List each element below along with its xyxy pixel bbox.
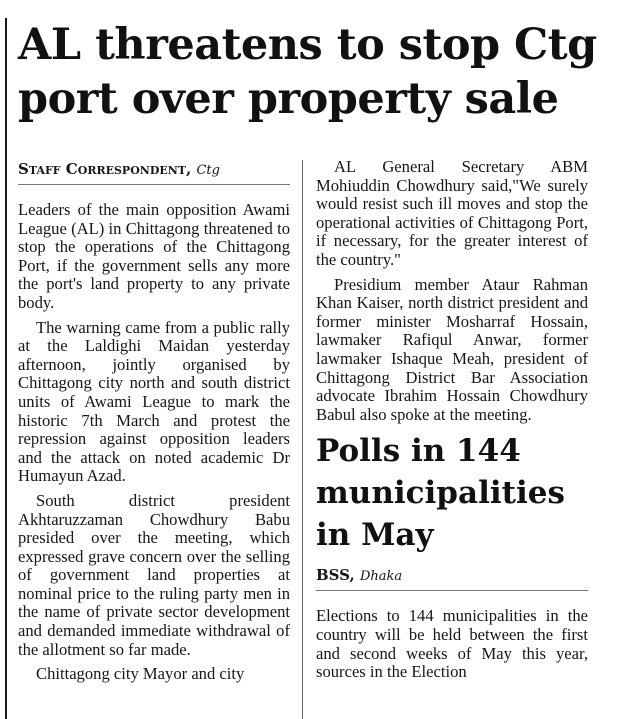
article-paragraph: South district president Akhtaruzzaman Chowdhury Babu presided over the meeting, which expressed grave concern over the selling of government land properties at nominal price to the ruling party men in the name of private sector development and demanded immediate withdrawal of the allotment so far made. xyxy=(18,490,290,659)
article-paragraph: AL General Secretary ABM Mohiuddin Chowdhury said,"We surely would resist such ill moves and stop the operational activities of Chittagong Port, if necessary, for the greater interest of the country." xyxy=(316,158,588,269)
article-paragraph: Leaders of the main opposition Awami League (AL) in Chittagong threatened to stop the operations of the Chittagong Port, if the government sells any more the port's land property to any private body. xyxy=(18,200,290,312)
column-divider xyxy=(302,160,303,719)
byline-author: Staff Correspondent, xyxy=(18,160,192,178)
byline-location: Ctg xyxy=(196,163,220,178)
second-article-body xyxy=(316,607,588,681)
article-byline xyxy=(18,160,290,185)
article-column-left xyxy=(18,160,290,719)
article-body-continued xyxy=(316,158,588,424)
byline-location: Dhaka xyxy=(359,569,403,585)
left-column-rule xyxy=(5,18,7,719)
second-article-headline: Polls in 144 municipalities in May xyxy=(316,433,565,554)
article-headline: AL threatens to stop Ctg port over property sale xyxy=(18,20,597,124)
article-body xyxy=(18,201,290,684)
byline-author: BSS, xyxy=(316,566,355,585)
second-article-byline xyxy=(316,566,588,591)
article-paragraph: Elections to 144 municipalities in the country will be held between the first and second weeks of May this year, sources in the Election xyxy=(316,606,588,682)
article-paragraph: Presidium member Ataur Rahman Khan Kaiser, north district president and former minister Mosharraf Hossain, lawmaker Rafiqul Anwar, former lawmaker Ishaque Meah, president of Chittagong District Bar Association advocate Ibrahim Hossain Chowdhury Babul also spoke at the meeting. xyxy=(316,274,588,424)
article-column-right xyxy=(316,158,588,719)
article-paragraph: The warning came from a public rally at the Laldighi Maidan yesterday afternoon, jointly organised by Chittagong city north and south district units of Awami League to mark the historic 7th March and protest the repression against opposition leaders and the attack on noted academic Dr Humayun Azad. xyxy=(18,317,290,486)
article-paragraph: Chittagong city Mayor and city xyxy=(36,664,245,684)
